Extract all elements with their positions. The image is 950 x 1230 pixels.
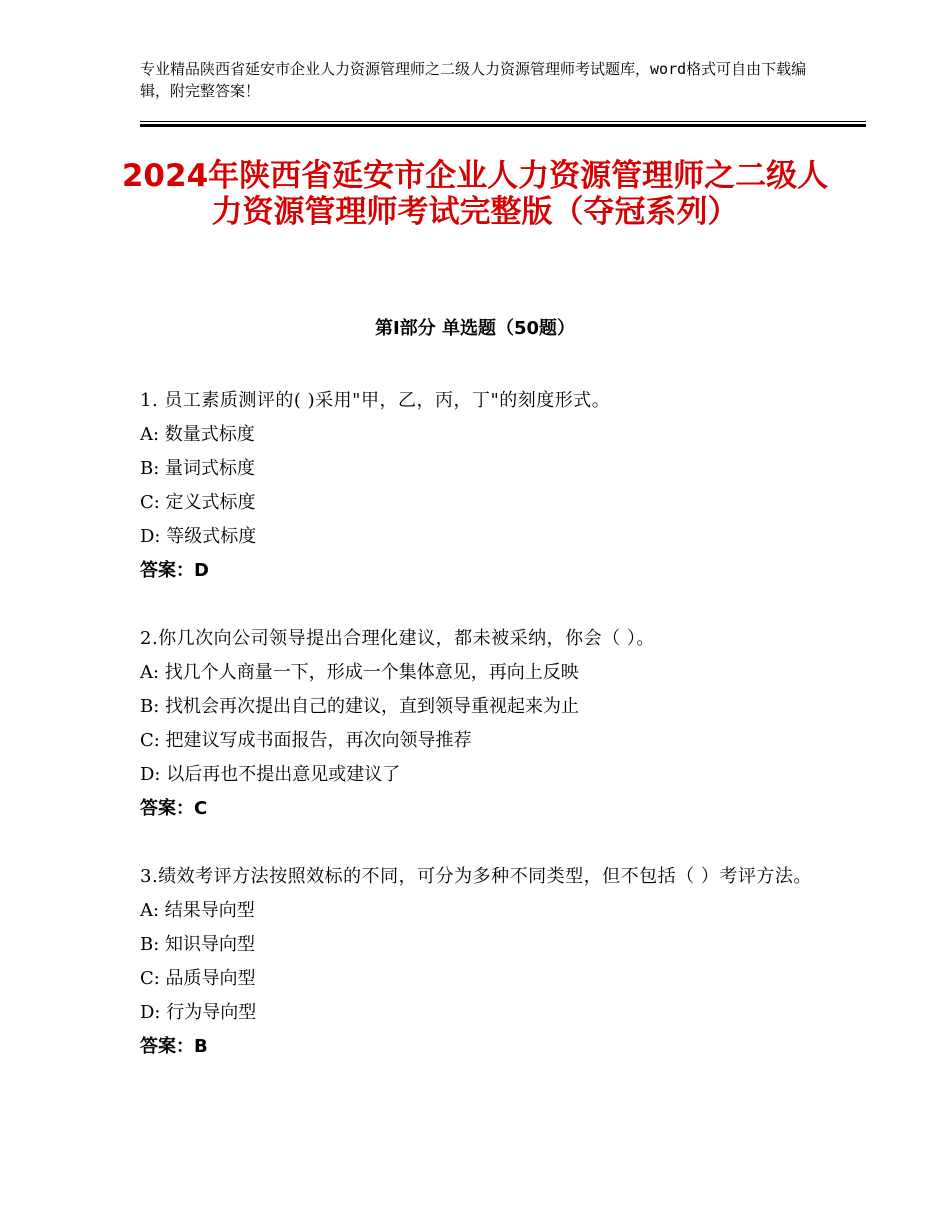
option-c: C: 品质导向型 xyxy=(140,968,256,989)
question-1 xyxy=(140,384,820,588)
option-d: D: 等级式标度 xyxy=(140,526,257,547)
header-divider-thick xyxy=(140,124,866,127)
option-c: C: 定义式标度 xyxy=(140,492,256,513)
section-heading: 第Ⅰ部分 单选题（50题） xyxy=(374,318,575,339)
answer-key: 答案：B xyxy=(140,1036,208,1057)
option-a: A: 数量式标度 xyxy=(140,424,255,445)
question-stem: 1. 员工素质测评的( )采用"甲，乙，丙，丁"的刻度形式。 xyxy=(140,390,611,411)
header-note: 专业精品陕西省延安市企业人力资源管理师之二级人力资源管理师考试题库，word格式可自由下载编辑，附完整答案！ xyxy=(140,60,807,100)
answer-key: 答案：C xyxy=(140,798,208,819)
question-stem: 3.绩效考评方法按照效标的不同，可分为多种不同类型，但不包括（ ）考评方法。 xyxy=(140,866,812,887)
question-3 xyxy=(140,860,820,1064)
option-c: C: 把建议写成书面报告，再次向领导推荐 xyxy=(140,730,472,751)
question-2 xyxy=(140,622,820,826)
question-list xyxy=(140,384,820,1098)
question-stem: 2.你几次向公司领导提出合理化建议，都未被采纳，你会（ ）。 xyxy=(140,628,655,649)
option-b: B: 量词式标度 xyxy=(140,458,256,479)
header-divider-thin xyxy=(140,121,866,122)
option-d: D: 行为导向型 xyxy=(140,1002,257,1023)
answer-key: 答案：D xyxy=(140,560,209,581)
document-title: 2024年陕西省延安市企业人力资源管理师之二级人力资源管理师考试完整版（夺冠系列） xyxy=(121,158,829,230)
option-a: A: 找几个人商量一下，形成一个集体意见，再向上反映 xyxy=(140,662,579,683)
option-d: D: 以后再也不提出意见或建议了 xyxy=(140,764,401,785)
option-a: A: 结果导向型 xyxy=(140,900,255,921)
option-b: B: 找机会再次提出自己的建议，直到领导重视起来为止 xyxy=(140,696,580,717)
option-b: B: 知识导向型 xyxy=(140,934,256,955)
